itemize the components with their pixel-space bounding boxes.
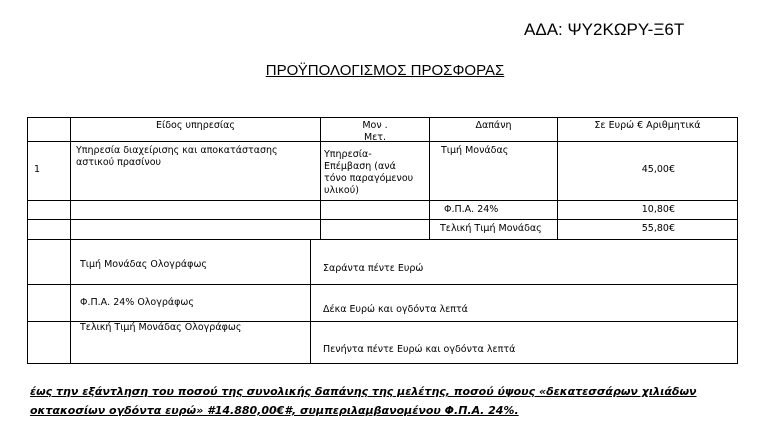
- header-amount: Σε Ευρώ € Αριθμητικά: [594, 120, 701, 131]
- footer-note: έως την εξάντληση του ποσού της συνολικής δαπάνης της μελέτης, ποσού ύψους «δεκατεσσάρων χιλιάδων οκτακοσίων ογδόντα ευρώ» #14.880,00€#, συμπεριλαμβανομένου Φ.Π.Α. 24%.: [30, 385, 697, 417]
- words-total-value: Πενήντα πέντε Ευρώ και ογδόντα λεπτά: [323, 344, 516, 355]
- row-divider: [28, 219, 737, 220]
- unit-of-measure: Υπηρεσία- Επέμβαση (ανά τόνο παραγόμενου υλικού): [324, 149, 414, 196]
- unit-price-amount: 45,00€: [641, 164, 675, 175]
- words-unit-price-label: Τιμή Μονάδας Ολογράφως: [80, 259, 207, 270]
- document-title: ΠΡΟΫΠΟΛΟΓΙΣΜΟΣ ΠΡΟΣΦΟΡΑΣ: [265, 62, 505, 79]
- row-divider: [28, 200, 737, 201]
- col-divider: [429, 118, 430, 239]
- service-name: Υπηρεσία διαχείρισης και αποκατάστασης αστικού πρασίνου: [76, 145, 278, 168]
- ada-code: ΑΔΑ: ΨΥ2ΚΩΡΥ-Ξ6Τ: [524, 20, 685, 39]
- words-vat-label: Φ.Π.Α. 24% Ολογράφως: [80, 297, 194, 308]
- col-divider: [557, 118, 558, 239]
- header-service: Είδος υπηρεσίας: [156, 120, 235, 131]
- header-unit: Μον . Μετ.: [362, 120, 388, 143]
- row-number: 1: [34, 164, 41, 175]
- row-divider: [28, 239, 737, 240]
- budget-table: [27, 117, 738, 364]
- col-divider: [310, 239, 311, 364]
- col-divider: [70, 239, 71, 364]
- words-vat-value: Δέκα Ευρώ και ογδόντα λεπτά: [323, 304, 468, 315]
- header-expense: Δαπάνη: [475, 120, 512, 131]
- expense-unit-price: Τιμή Μονάδας: [441, 145, 509, 156]
- vat-label: Φ.Π.Α. 24%: [444, 204, 499, 215]
- row-divider: [28, 284, 737, 285]
- total-label: Τελική Τιμή Μονάδας: [440, 223, 542, 234]
- words-total-label: Τελική Τιμή Μονάδας Ολογράφως: [80, 322, 242, 333]
- words-unit-price-value: Σαράντα πέντε Ευρώ: [323, 263, 424, 274]
- total-amount: 55,80€: [641, 223, 675, 234]
- col-divider: [70, 118, 71, 239]
- vat-amount: 10,80€: [641, 204, 675, 215]
